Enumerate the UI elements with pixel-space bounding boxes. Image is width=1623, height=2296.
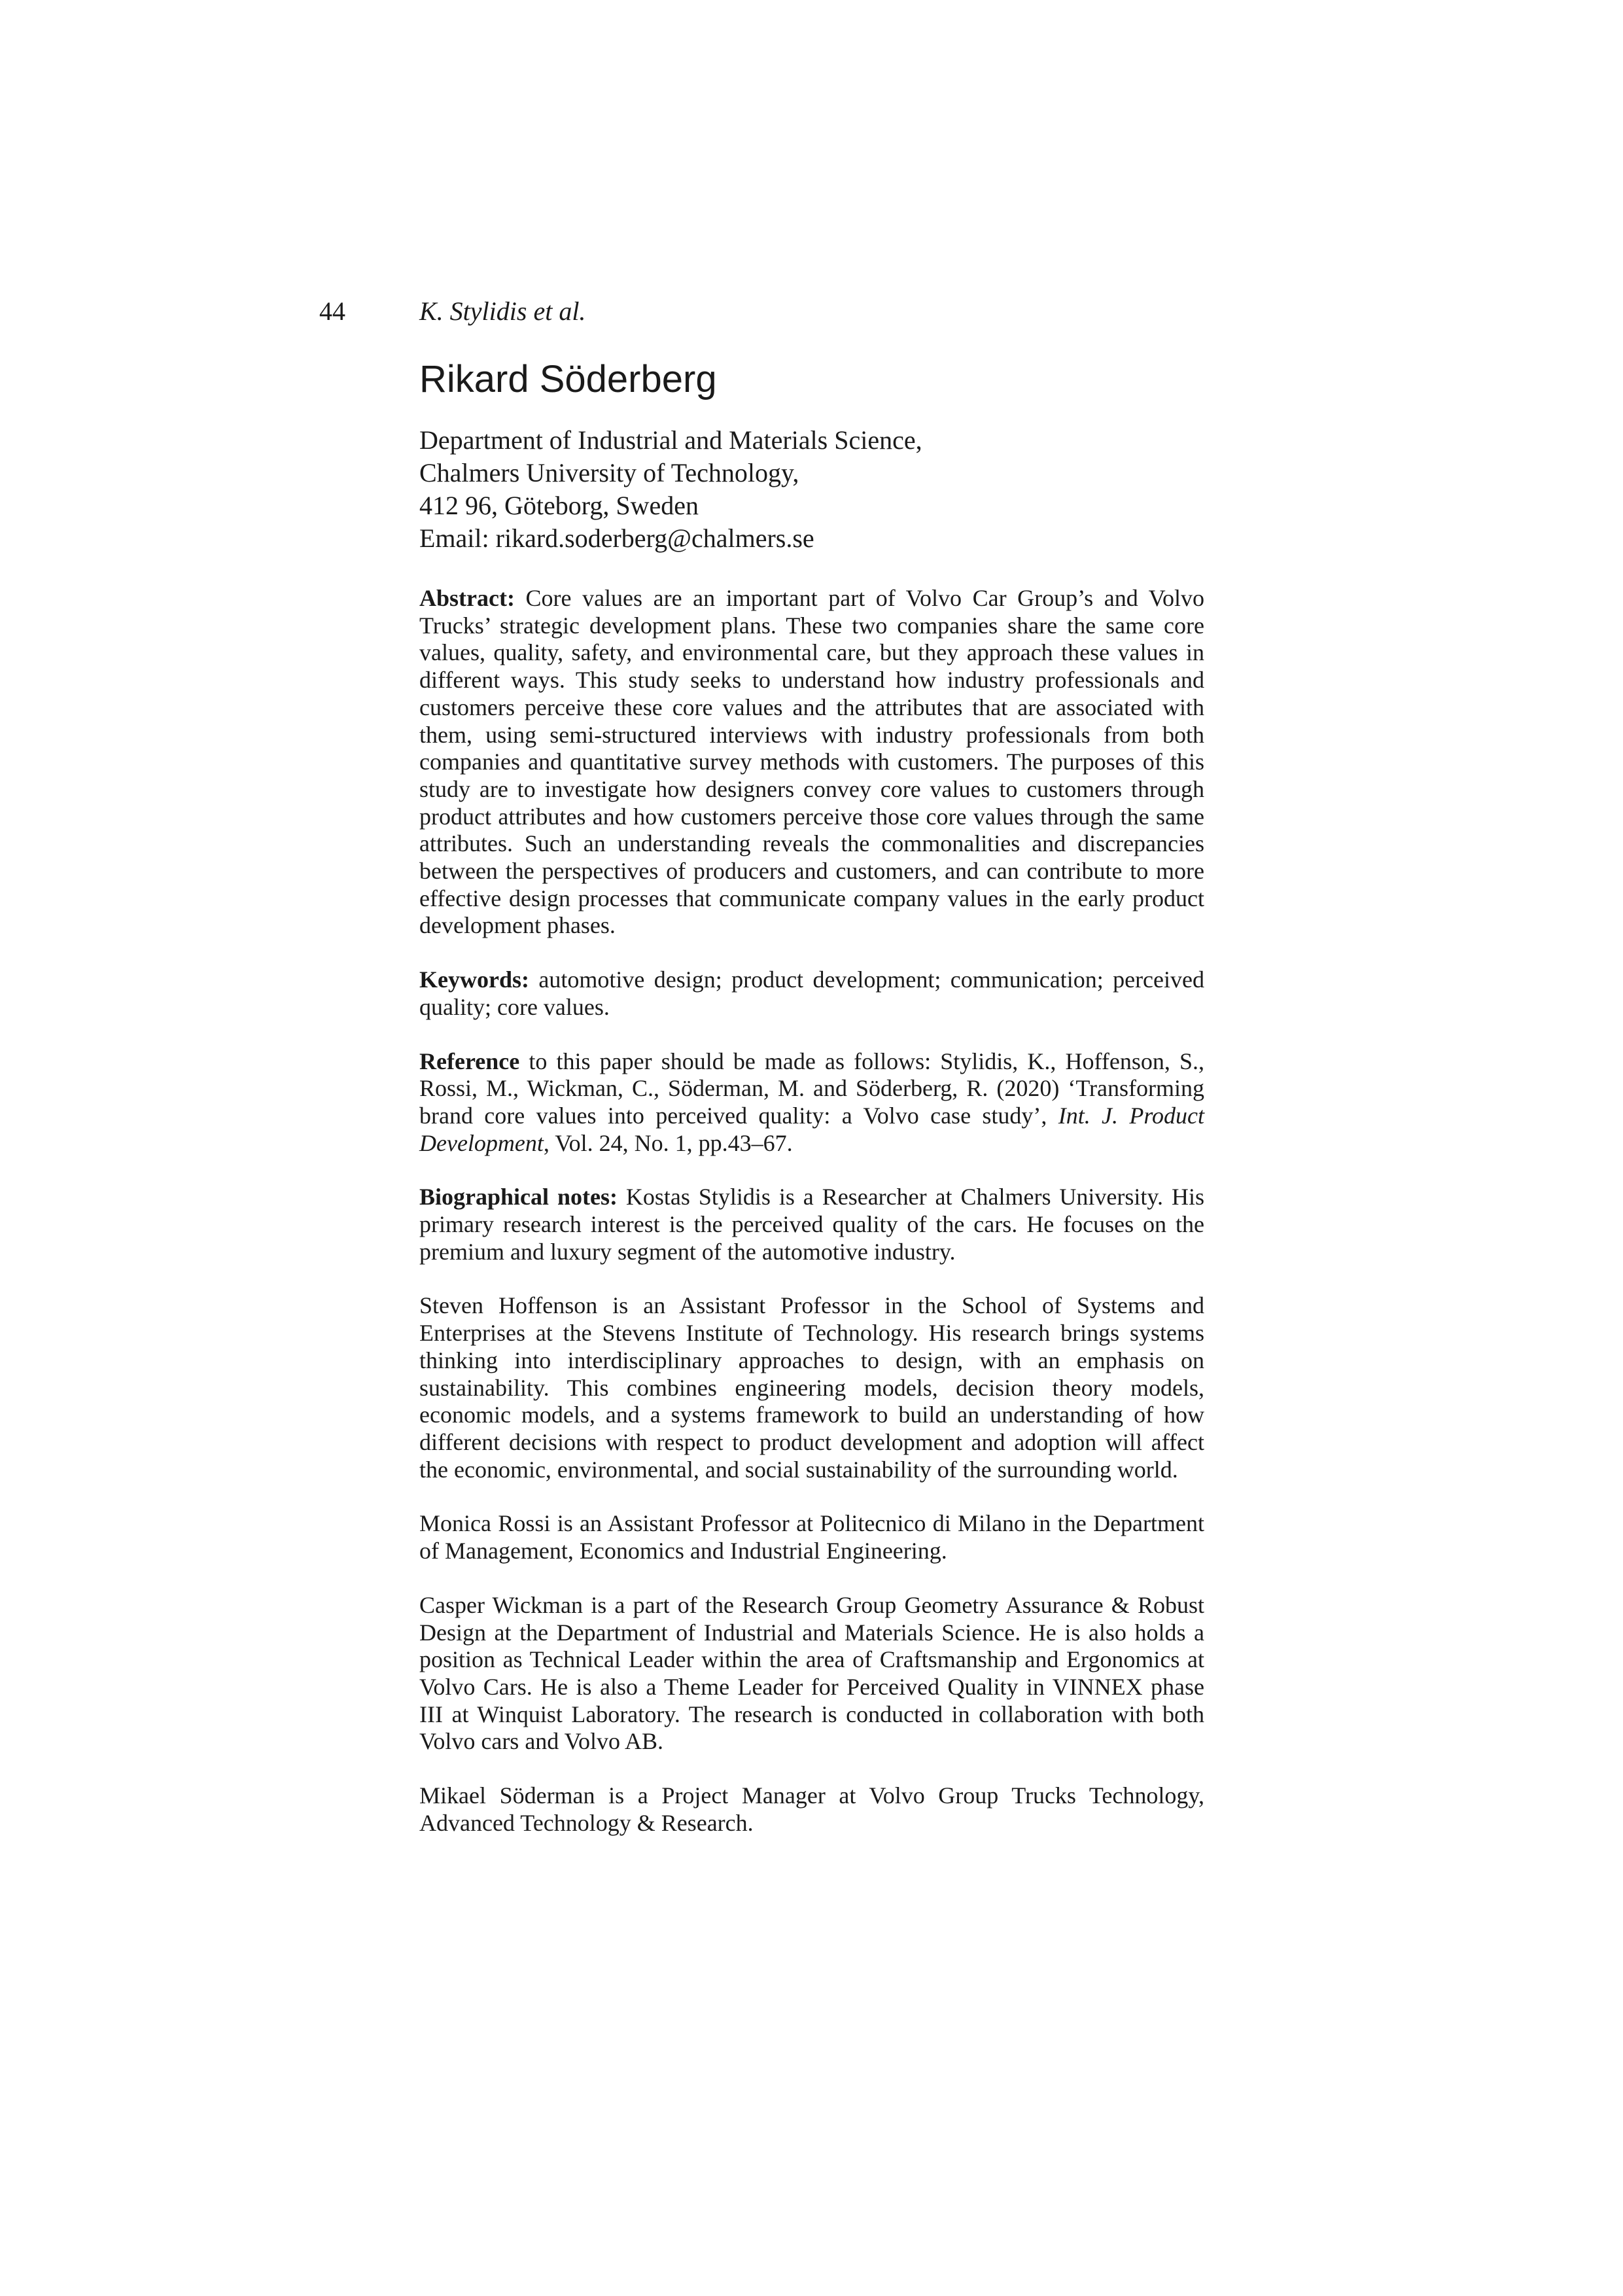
affiliation-address: 412 96, Göteborg, Sweden: [419, 491, 699, 520]
reference-label: Reference: [419, 1048, 520, 1074]
page-number: 44: [319, 296, 345, 326]
keywords-text: automotive design; product development; communication; perceived quality; core values.: [419, 966, 1204, 1020]
abstract-label: Abstract:: [419, 585, 515, 611]
running-authors: K. Stylidis et al.: [419, 296, 586, 326]
running-head: [319, 292, 1300, 331]
bio-label: Biographical notes:: [419, 1184, 618, 1210]
bio-paragraph-soderman: Mikael Söderman is a Project Manager at Volvo Group Trucks Technology, Advanced Technology & Research.: [419, 1782, 1204, 1836]
bio-paragraph-rossi: Monica Rossi is an Assistant Professor at Politecnico di Milano in the Department of Management, Economics and Industrial Engineering.: [419, 1510, 1204, 1564]
keywords-label: Keywords:: [419, 966, 529, 993]
affiliation-university: Chalmers University of Technology,: [419, 458, 799, 487]
reference-paragraph: [419, 1048, 1204, 1157]
author-name: Rikard Söderberg: [419, 358, 717, 400]
reference-journal: Int. J. Product Development: [419, 1102, 1204, 1156]
author-affiliation: [419, 424, 1204, 555]
bio-text-stylidis: Kostas Stylidis is a Researcher at Chalmers University. His primary research interest is the perceived quality of the cars. He focuses on the premium and luxury segment of the automotive industry.: [419, 1184, 1204, 1265]
bio-paragraph-wickman: Casper Wickman is a part of the Research Group Geometry Assurance & Robust Design at the Department of Industrial and Materials Science. He is also holds a position as Technical Leader within the area of Craftsmanship and Ergonomics at Volvo Cars. He is also a Theme Leader for Perceived Quality in VINNEX phase III at Winquist Laboratory. The research is conducted in collaboration with both Volvo cars and Volvo AB.: [419, 1591, 1204, 1755]
bio-paragraph-hoffenson: Steven Hoffenson is an Assistant Professor in the School of Systems and Enterprises at the Stevens Institute of Technology. His research brings systems thinking into interdisciplinary approaches to design, with an emphasis on sustainability. This combines engineering models, decision theory models, economic models, and a systems framework to build an understanding of how different decisions with respect to product development and adoption will affect the economic, environmental, and social sustainability of the surrounding world.: [419, 1292, 1204, 1483]
abstract-text: Core values are an important part of Volvo Car Group’s and Volvo Trucks’ strategic development plans. These two companies share the same core values, quality, safety, and environmental care, but they approach these values in different ways. This study seeks to understand how industry professionals and customers perceive these core values and the attributes that are associated with them, using semi-structured interviews with industry professionals from both companies and quantitative survey methods with customers. The purposes of this study are to investigate how designers convey core values to customers through product attributes and how customers perceive those core values through the same attributes. Such an understanding reveals the commonalities and discrepancies between the perspectives of producers and customers, and can contribute to more effective design processes that communicate company values in the early product development phases.: [419, 585, 1204, 939]
affiliation-email: Email: rikard.soderberg@chalmers.se: [419, 523, 814, 553]
affiliation-department: Department of Industrial and Materials Science,: [419, 425, 922, 455]
page-content: [419, 353, 1204, 1863]
abstract-paragraph: [419, 585, 1204, 940]
keywords-paragraph: [419, 966, 1204, 1021]
reference-text: to this paper should be made as follows: Stylidis, K., Hoffenson, S., Rossi, M., Wickman, C., Söderman, M. and Söderberg, R. (2020) ‘Transforming brand core values into perceived quality: a Volvo case study’,: [419, 1048, 1204, 1129]
reference-volume: , Vol. 24, No. 1, pp.43–67.: [543, 1129, 793, 1156]
bio-paragraph-stylidis: [419, 1184, 1204, 1265]
